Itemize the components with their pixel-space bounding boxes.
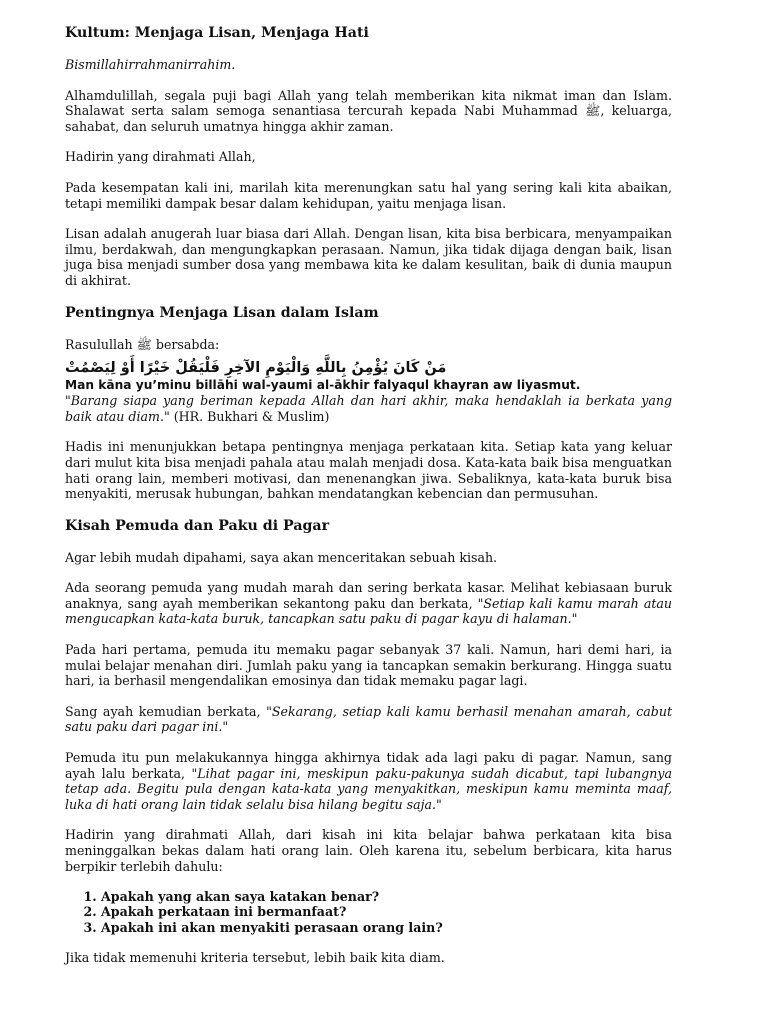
document-page (65, 24, 672, 966)
story-paragraph-remove (65, 704, 672, 735)
section-heading-importance: Pentingnya Menjaga Lisan dalam Islam (65, 304, 379, 321)
lesson-paragraph: Hadirin yang dirahmati Allah, dari kisah ini kita belajar bahwa perkataan kita bisa meninggalkan bekas dalam hati orang lain. Oleh karena itu, sebelum berbicara, kita harus berpikir terlebih dahulu: (65, 827, 672, 874)
hadith-source: (HR. Bukhari & Muslim) (169, 408, 330, 424)
story-paragraph-remove-text: Sang ayah kemudian berkata, (65, 703, 267, 719)
closing-paragraph: Jika tidak memenuhi kriteria tersebut, lebih baik kita diam. (65, 950, 445, 966)
story-paragraph-nails (65, 580, 672, 627)
father-quote-remove: "Sekarang, setiap kali kamu berhasil menahan amarah, cabut satu paku dari pagar ini." (65, 703, 672, 735)
story-paragraph-holes-text: Pemuda itu pun melakukannya hingga akhirnya tidak ada lagi paku di pagar. Namun, sang ayah lalu berkata, (65, 750, 672, 781)
hadith-explanation: Hadis ini menunjukkan betapa pentingnya menjaga perkataan kita. Setiap kata yang keluar dari mulut kita bisa menjadi pahala atau malah menjadi dosa. Kata-kata baik bisa menguatkan hati orang lain, memberi motivasi, dan menenangkan jiwa. Sebaliknya, kata-kata buruk bisa menyakiti, merusak hubungan, bahkan mendatangkan kebencian dan permusuhan. (65, 439, 672, 502)
story-paragraph-first-day: Pada hari pertama, pemuda itu memaku pagar sebanyak 37 kali. Namun, hari demi hari, ia mulai belajar menahan diri. Jumlah paku yang ia tancapkan semakin berkurang. Hingga suatu hari, ia berhasil mengendalikan emosinya dan tidak memaku pagar lagi. (65, 642, 672, 689)
question-item: 2. Apakah perkataan ini bermanfaat? (101, 904, 672, 919)
section-heading-story: Kisah Pemuda dan Paku di Pagar (65, 517, 330, 534)
hadith-translation (65, 393, 672, 424)
father-quote-holes: "Lihat pagar ini, meskipun paku-pakunya sudah dicabut, tapi lubangnya tetap ada. Begitu pula dengan kata-kata yang menyakitkan, meskipun kamu meminta maaf, luka di hati orang lain tidak selalu bisa hilang begitu saja." (65, 765, 672, 812)
father-quote-nails: "Setiap kali kamu marah atau mengucapkan kata-kata buruk, tancapkan satu paku di pagar kayu di halaman." (65, 595, 673, 627)
story-paragraph-nails-text: Ada seorang pemuda yang mudah marah dan sering berkata kasar. Melihat kebiasaan buruk anaknya, sang ayah memberikan sekantong paku dan berkata, (65, 580, 672, 611)
hadith-arabic: مَنْ كَانَ يُؤْمِنُ بِاللَّهِ وَالْيَوْمِ الآخِرِ فَلْيَقُلْ خَيْرًا أَوْ لِيَصْمُتْ (65, 360, 447, 377)
hadith-lead: Rasulullah ﷺ bersabda: (65, 336, 220, 352)
intro-greeting: Hadirin yang dirahmati Allah, (65, 149, 256, 165)
intro-paragraph-tongue: Lisan adalah anugerah luar biasa dari Allah. Dengan lisan, kita bisa berbicara, menyampaikan ilmu, berdakwah, dan mengungkapkan perasaan. Namun, jika tidak dijaga dengan baik, lisan juga bisa menjadi sumber dosa yang membawa kita ke dalam kesulitan, baik di dunia maupun di akhirat. (65, 226, 672, 288)
document-title: Kultum: Menjaga Lisan, Menjaga Hati (65, 25, 369, 41)
intro-paragraph-praise: Alhamdulillah, segala puji bagi Allah yang telah memberikan kita nikmat iman dan Islam. Shalawat serta salam semoga senantiasa tercurah kepada Nabi Muhammad ﷺ, keluarga, sahabat, dan seluruh umatnya hingga akhir zaman. (65, 87, 672, 134)
question-item: 3. Apakah ini akan menyakiti perasaan orang lain? (101, 920, 672, 935)
hadith-transliteration: Man kāna yu’minu billāhi wal-yaumi al-ākhir falyaqul khayran aw liyasmut. (65, 378, 581, 393)
questions-list (65, 889, 672, 935)
intro-paragraph-topic: Pada kesempatan kali ini, marilah kita merenungkan satu hal yang sering kali kita abaikan, tetapi memiliki dampak besar dalam kehidupan, yaitu menjaga lisan. (65, 179, 672, 211)
bismillah: Bismillahirrahmanirrahim. (65, 57, 236, 72)
question-item: 1. Apakah yang akan saya katakan benar? (101, 889, 672, 904)
story-intro: Agar lebih mudah dipahami, saya akan menceritakan sebuah kisah. (65, 549, 498, 565)
hadith-translation-quote: "Barang siapa yang beriman kepada Allah dan hari akhir, maka hendaklah ia berkata yang baik atau diam." (65, 393, 672, 424)
story-paragraph-holes (65, 750, 672, 812)
